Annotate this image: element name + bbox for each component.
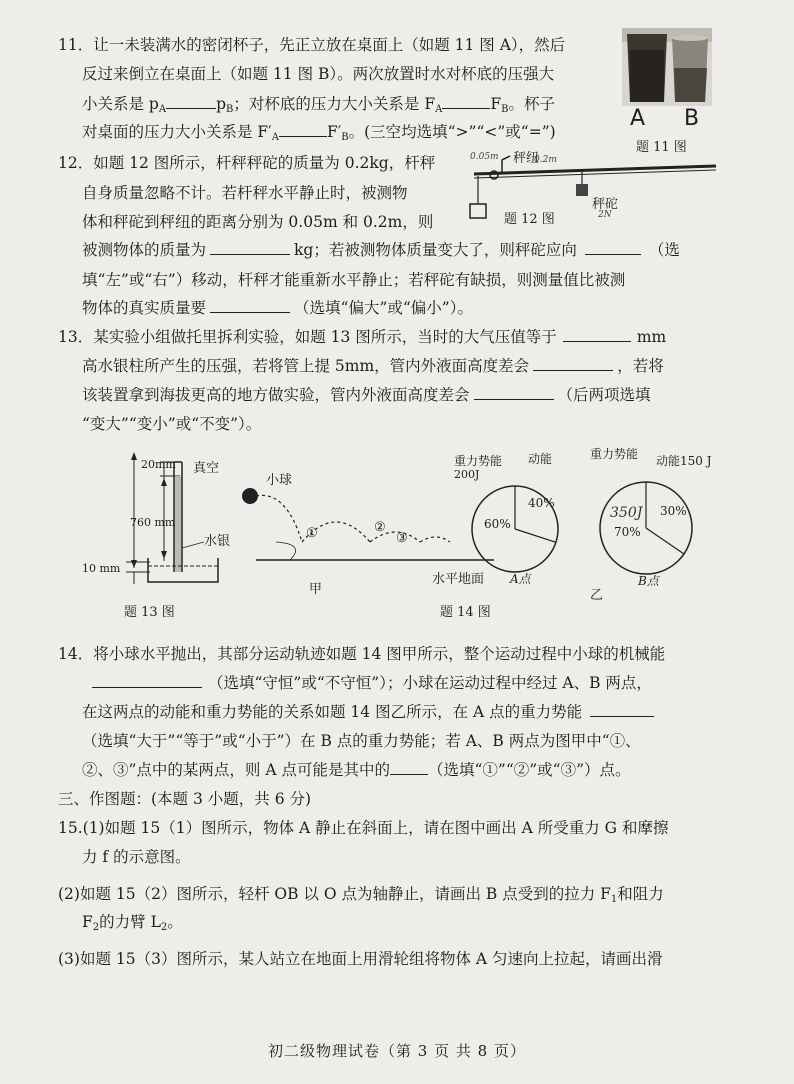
answer-blank[interactable] [210,298,290,313]
q14-ground-label: 水平地面 [432,572,485,587]
q15-2-line2: $F_2$的力臂 $L_2$。 [82,913,183,933]
answer-blank[interactable] [92,673,202,688]
q13-vacuum-label: 真空 [193,461,220,476]
answer-blank[interactable] [585,240,641,255]
q12-niu-label: 秤纽 [513,151,540,166]
q15-2-line1: (2)如题 15（2）图所示，轻杆 OB 以 O 点为轴静止，请画出 B 点受到的拉力 $F_1$和阻力 [58,885,664,905]
q13-caption: 题 13 图 [124,605,175,620]
answer-blank[interactable] [474,385,554,400]
q11-caption: 题 11 图 [636,140,687,155]
q12-line4: 被测物体的质量为 kg；若被测物体质量变大了，则秤砣应向 （选 [82,241,680,259]
pie-a-pe-pct: 60% [484,517,511,531]
pie-chart-b [598,480,694,576]
q14-line3: 在这两点的动能和重力势能的关系如题 14 图乙所示，在 A 点的重力势能 [82,702,654,722]
section3-title: 三、作图题：(本题 3 小题，共 6 分) [58,790,312,808]
q14-jia-label: 甲 [309,582,323,597]
q15-1-line2: 力 f 的示意图。 [82,848,191,866]
q13-20mm-label: 20mm [141,458,176,471]
q12-line3: 体和秤砣到秤纽的距离分别为 0.05m 和 0.2m，则 [82,213,434,231]
q14-ball-label: 小球 [266,473,293,488]
pie-a-point-label: A点 [510,572,531,586]
pie-b-pe-pct: 70% [614,525,641,539]
q12-caption: 题 12 图 [504,212,555,227]
q15-1-line1: 15.(1)如题 15（1）图所示，物体 A 静止在斜面上，请在图中画出 A 所受重力 G 和摩擦 [58,819,669,837]
pie-b-pe-label: 重力势能 [590,447,639,461]
answer-blank[interactable] [390,760,428,775]
pie-a-pe-label: 重力势能 [454,454,503,468]
q12-line6: 物体的真实质量要 （选填“偏大”或“偏小”）。 [82,299,473,317]
q13-10mm-label: 10 mm [82,562,121,575]
q12-line5: 填“左”或“右”）移动，杆秤才能重新水平静止；若秤砣有缺损，则测量值比被测 [82,271,626,289]
q11-line4: 对桌面的压力大小关系是 $F'_A$ $F'_B$。(三空均选填“>”“<”或“=”) [82,123,556,143]
q13-line4: “变大”“变小”或“不变”）。 [82,415,262,433]
q13-line1: 13．某实验小组做托里拆利实验，如题 13 图所示，当时的大气压值等于 mm [58,328,667,346]
pie-a-ke-label: 动能 [528,452,553,466]
pie-a-ke-pct: 40% [528,496,555,510]
answer-blank[interactable] [210,240,290,255]
q11-label-b: B [684,106,700,131]
q11-line2: 反过来倒立在桌面上（如题 11 图 B）。两次放置时水对杯底的压强大 [82,65,555,83]
q14-line1: 14．将小球水平抛出，其部分运动轨迹如题 14 图甲所示，整个运动过程中小球的机械能 [58,645,666,663]
pie-a-pe-value: 200J [454,468,480,481]
q14-line4: （选填“大于”“等于”或“小于”）在 B 点的重力势能；若 A、B 两点为图甲中“①、 [82,732,641,750]
q11-photo [622,28,712,106]
q14-point-1: ① [306,526,318,541]
q14-caption: 题 14 图 [440,605,491,620]
q15-3-line1: (3)如题 15（3）图所示，某人站立在地面上用滑轮组将物体 A 匀速向上拉起，请画出滑 [58,950,663,968]
page-footer: 初二级物理试卷（第 3 页 共 8 页） [268,1042,526,1060]
q13-line2: 高水银柱所产生的压强，若将管上提 5mm，管内外液面高度差会 ，若将 [82,357,664,375]
q14-line5: ②、③”点中的某两点，则 A 点可能是其中的 （选填“①”“②”或“③”）点。 [82,761,631,779]
q13-760mm-label: 760 mm [130,516,176,529]
q12-tuo-label: 秤砣 [592,197,619,212]
pie-b-handwritten: 350J [610,505,643,521]
pie-b-ke-label: 动能150 J [656,454,712,468]
q12-hand-label: 0.2m [534,155,557,165]
q13-line3: 该装置拿到海拔更高的地方做实验，管内外液面高度差会 （后两项选填 [82,386,651,404]
answer-blank[interactable] [442,94,490,109]
q11-label-a: A [630,106,646,131]
answer-blank[interactable] [166,94,216,109]
q11-line3: 小关系是 $p_A$ $p_B$；对杯底的压力大小关系是 $F_A$ $F_B$。杯子 [82,95,555,115]
answer-blank[interactable] [533,356,613,371]
q12-line2: 自身质量忽略不计。若杆秤水平静止时，被测物 [82,184,408,202]
q14-point-2: ② [374,520,386,535]
q14-yi-label: 乙 [590,588,604,603]
q13-mercury-label: 水银 [204,534,231,549]
q12-line1: 12．如题 12 图所示，杆秤秤砣的质量为 0.2kg，杆秤 [58,154,436,172]
q12-figure [464,150,724,230]
answer-blank[interactable] [590,702,654,717]
q14-trajectory-figure [236,482,496,582]
q14-line2: （选填“守恒”或“不守恒”）；小球在运动过程中经过 A、B 两点， [92,673,652,693]
pie-b-point-label: B点 [638,574,659,588]
q12-hand-label: 2N [598,210,612,220]
q11-line1: 11．让一未装满水的密闭杯子，先正立放在桌面上（如题 11 图 A），然后 [58,36,566,54]
answer-blank[interactable] [279,122,327,137]
pie-b-ke-pct: 30% [660,504,687,518]
q14-point-3: ③ [396,531,408,546]
answer-blank[interactable] [563,327,631,342]
q12-hand-label: 0.05m [470,152,499,162]
